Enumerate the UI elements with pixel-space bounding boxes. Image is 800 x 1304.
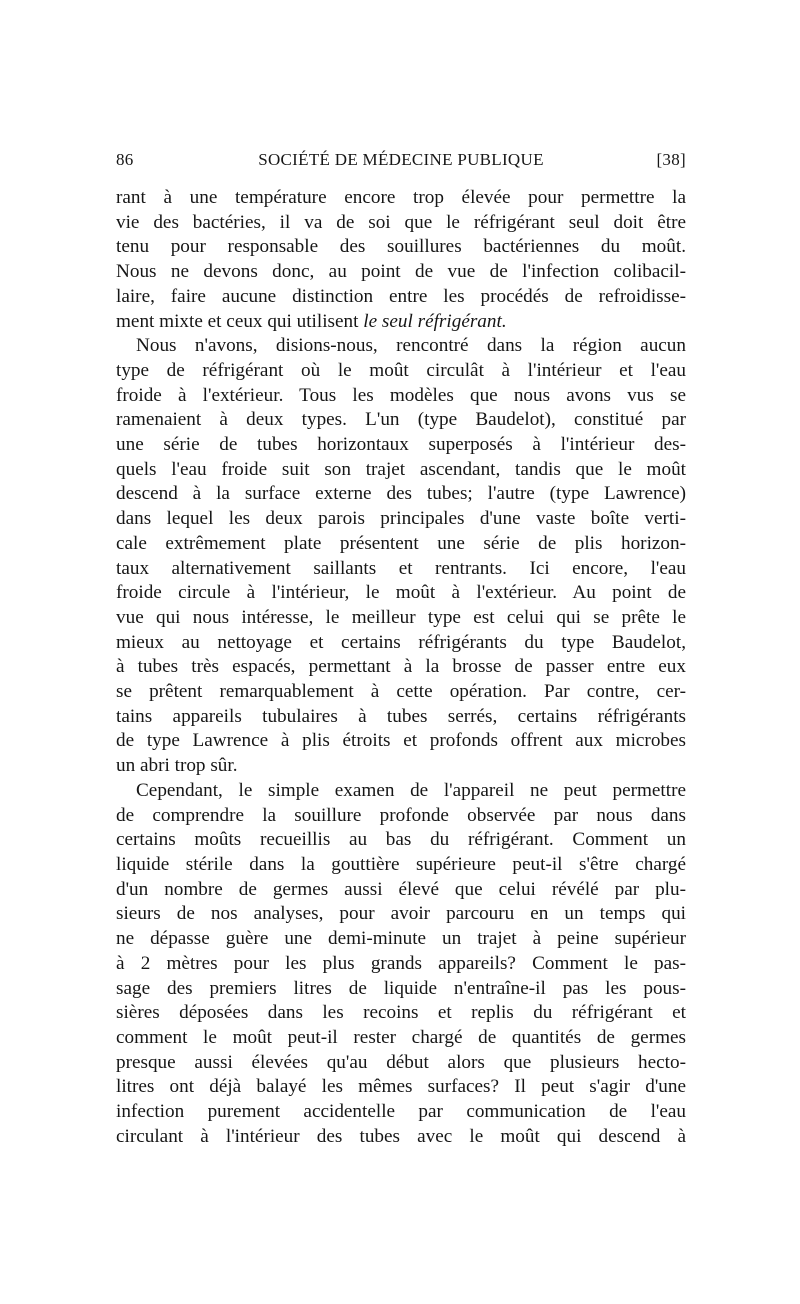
paragraph (116, 779, 686, 1150)
text-line: sières déposées dans les recoins et replis du réfrigérant et (116, 1002, 686, 1024)
text-line: sage des premiers litres de liquide n'entraîne-il pas les pous- (116, 977, 686, 999)
bracketed-folio: [38] (656, 150, 686, 169)
text-line: circulant à l'intérieur des tubes avec le moût qui descend à (116, 1125, 686, 1147)
text-line: infection purement accidentelle par communication de l'eau (116, 1101, 686, 1123)
text-line: d'un nombre de germes aussi élevé que celui révélé par plu- (116, 878, 686, 900)
text-line: un abri trop sûr. (116, 755, 238, 777)
text-line: tenu pour responsable des souillures bactériennes du moût. (116, 236, 686, 258)
italic-phrase: le seul réfrigérant. (363, 310, 507, 332)
text-line: taux alternativement saillants et rentrants. Ici encore, l'eau (116, 557, 686, 579)
text-line: Cependant, le simple examen de l'appareil ne peut permettre (136, 779, 686, 801)
text-line: rant à une température encore trop élevée pour permettre la (116, 187, 686, 208)
text-line: se prêtent remarquablement à cette opération. Par contre, cer- (116, 681, 686, 703)
text-line: vie des bactéries, il va de soi que le réfrigérant seul doit être (116, 211, 686, 233)
text-line: Nous ne devons donc, au point de vue de l'infection colibacil- (116, 261, 686, 283)
text-line: presque aussi élevées qu'au début alors que plusieurs hecto- (116, 1051, 686, 1073)
text-line: à tubes très espacés, permettant à la brosse de passer entre eux (116, 656, 686, 678)
text-line: à 2 mètres pour les plus grands appareils? Comment le pas- (116, 952, 686, 974)
text-line: vue qui nous intéresse, le meilleur type est celui qui se prête le (116, 606, 686, 628)
text-line: mieux au nettoyage et certains réfrigérants du type Baudelot, (116, 631, 686, 653)
text-line: tains appareils tubulaires à tubes serrés, certains réfrigérants (116, 705, 686, 727)
text-line: de type Lawrence à plis étroits et profonds offrent aux microbes (116, 730, 686, 752)
running-title: SOCIÉTÉ DE MÉDECINE PUBLIQUE (258, 150, 544, 169)
text-line: certains moûts recueillis au bas du réfrigérant. Comment un (116, 829, 686, 851)
text-line: sieurs de nos analyses, pour avoir parcouru en un temps qui (116, 903, 686, 925)
text-line: ne dépasse guère une demi-minute un trajet à peine supérieur (116, 928, 686, 950)
text-line: quels l'eau froide suit son trajet ascendant, tandis que le moût (116, 458, 686, 480)
text-line: descend à la surface externe des tubes; l'autre (type Lawrence) (116, 483, 686, 505)
page-header (116, 150, 686, 174)
text-line: comment le moût peut-il rester chargé de quantités de germes (116, 1026, 686, 1048)
text-line: Nous n'avons, disions-nous, rencontré dans la région aucun (136, 335, 686, 357)
text-line: de comprendre la souillure profonde observée par nous dans (116, 804, 686, 826)
text-line: froide à l'extérieur. Tous les modèles que nous avons vus se (116, 384, 686, 406)
text-line: cale extrêmement plate présentent une série de plis horizon- (116, 532, 686, 554)
text-line: liquide stérile dans la gouttière supérieure peut-il s'être chargé (116, 853, 686, 875)
paragraph (116, 334, 686, 779)
page-number: 86 (116, 150, 134, 169)
text-line: laire, faire aucune distinction entre les procédés de refroidisse- (116, 285, 686, 307)
text-line: litres ont déjà balayé les mêmes surfaces? Il peut s'agir d'une (116, 1076, 686, 1098)
line-text: ment mixte et ceux qui utilisent (116, 310, 364, 332)
body-text (116, 186, 686, 1149)
text-line: une série de tubes horizontaux superposés à l'intérieur des- (116, 434, 686, 456)
text-line: type de réfrigérant où le moût circulât à l'intérieur et l'eau (116, 359, 686, 381)
paragraph (116, 186, 686, 334)
text-line: dans lequel les deux parois principales d'une vaste boîte verti- (116, 508, 686, 530)
text-line: ramenaient à deux types. L'un (type Baudelot), constitué par (116, 409, 686, 431)
text-line (116, 310, 686, 335)
text-line: froide circule à l'intérieur, le moût à l'extérieur. Au point de (116, 582, 686, 604)
